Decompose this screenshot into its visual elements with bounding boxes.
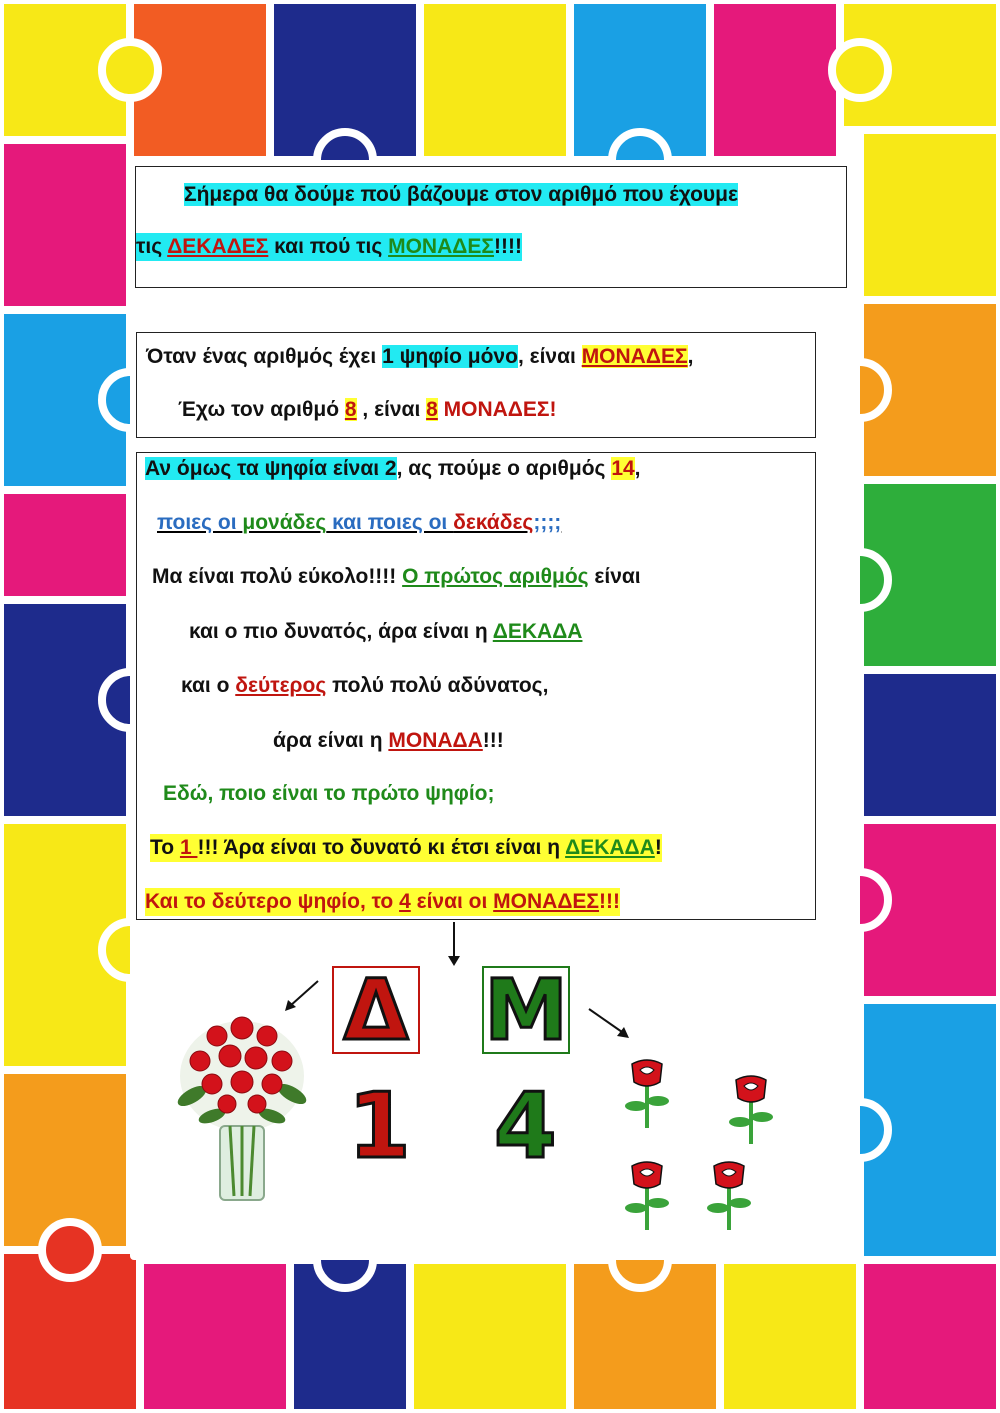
two-digit-line-4: και ο πιο δυνατός, άρα είναι η ΔΕΚΑΔΑ bbox=[189, 620, 583, 643]
two-digit-line-2: ποιες οι μονάδες και ποιες οι δεκάδες;;;; bbox=[157, 511, 562, 534]
two-digit-line-1: Αν όμως τα ψηφία είναι 2, ας πούμε ο αριθμός 14, bbox=[145, 457, 641, 480]
rose-icon bbox=[622, 1158, 672, 1232]
units-letter: Μ bbox=[484, 961, 568, 1059]
arrow-to-roses-icon bbox=[586, 1006, 632, 1042]
tens-digit: 1 bbox=[348, 1074, 411, 1179]
rose-bouquet-icon bbox=[172, 1006, 312, 1206]
rose-icon bbox=[704, 1158, 754, 1232]
dekades-word: ΔΕΚΑΔΕΣ bbox=[167, 235, 269, 258]
monades-word: ΜΟΝΑΔΕΣ bbox=[388, 235, 494, 258]
one-digit-box bbox=[136, 332, 816, 438]
down-arrow-icon bbox=[444, 922, 464, 968]
two-digit-line-3: Μα είναι πολύ εύκολο!!!! Ο πρώτος αριθμός είναι bbox=[152, 565, 641, 588]
two-digit-line-8: Το 1 !!! Άρα είναι το δυνατό κι έτσι είναι η ΔΕΚΑΔΑ! bbox=[150, 834, 662, 862]
rose-icon bbox=[726, 1072, 776, 1146]
tens-letter: Δ bbox=[343, 961, 409, 1059]
tens-letter-box bbox=[332, 961, 420, 1059]
two-digit-line-7: Εδώ, ποιο είναι το πρώτο ψηφίο; bbox=[163, 782, 495, 805]
units-letter-box bbox=[482, 961, 570, 1059]
rose-icon bbox=[622, 1056, 672, 1130]
two-digit-box bbox=[136, 452, 816, 920]
units-digit: 4 bbox=[494, 1074, 557, 1179]
intro-box bbox=[135, 166, 847, 288]
two-digit-line-9: Και το δεύτερο ψηφίο, το 4 είναι οι ΜΟΝΑΔΕΣ!!! bbox=[145, 888, 620, 916]
one-digit-line-2: Έχω τον αριθμό 8 , είναι 8 ΜΟΝΑΔΕΣ! bbox=[178, 398, 557, 421]
two-digit-line-5: και ο δεύτερος πολύ πολύ αδύνατος, bbox=[181, 674, 549, 697]
intro-line-1: Σήμερα θα δούμε πού βάζουμε στον αριθμό που έχουμε bbox=[184, 183, 738, 206]
one-digit-line-1: Όταν ένας αριθμός έχει 1 ψηφίο μόνο, είναι ΜΟΝΑΔΕΣ, bbox=[146, 345, 694, 368]
intro-line-2: τις ΔΕΚΑΔΕΣ και πού τις ΜΟΝΑΔΕΣ!!!! bbox=[136, 233, 522, 261]
two-digit-line-6: άρα είναι η ΜΟΝΑΔΑ!!! bbox=[273, 729, 504, 752]
